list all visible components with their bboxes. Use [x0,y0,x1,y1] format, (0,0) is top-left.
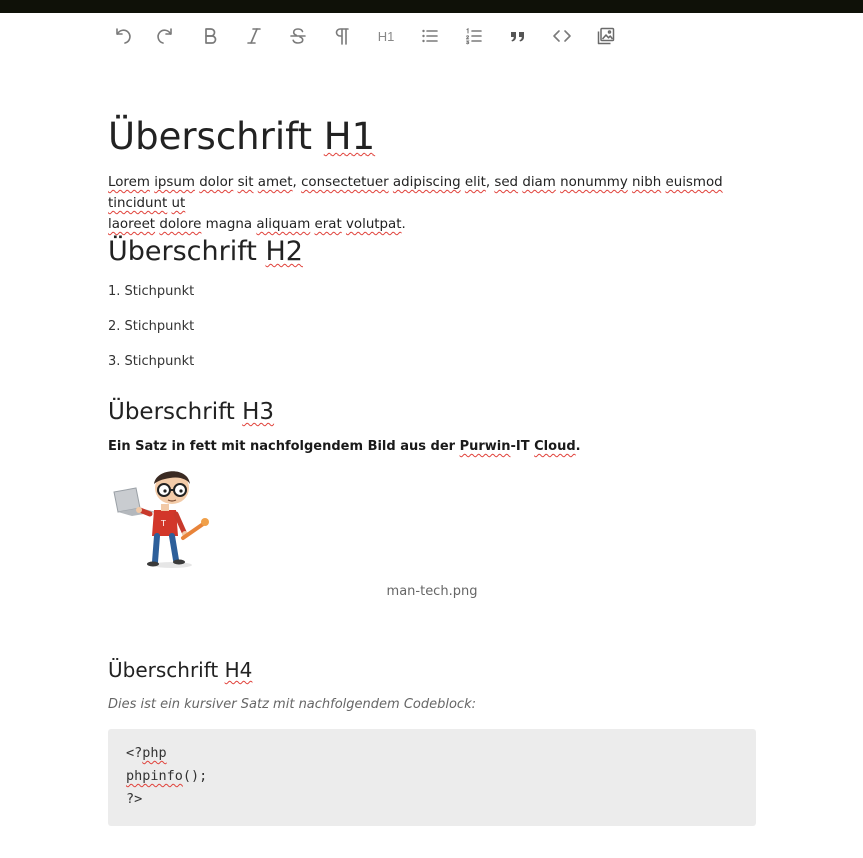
blockquote-button[interactable] [504,22,532,50]
lorem-paragraph [108,172,756,235]
italic-button[interactable] [240,22,268,50]
paragraph-word: adipiscing [392,175,461,190]
bold-button[interactable] [196,22,224,50]
heading-h1 [108,112,375,162]
heading-h3-level: H3 [242,399,275,425]
code-block[interactable] [108,729,756,826]
heading-h2-level: H2 [265,236,303,267]
paragraph-word: , [485,175,495,190]
ordered-list-icon [464,26,484,46]
list-item: 1. Stichpunkt [108,284,195,299]
list-item: 3. Stichpunkt [108,354,195,369]
svg-text:T: T [161,519,166,528]
image-figure[interactable] [108,470,756,600]
heading-h4-text: Überschrift [108,658,225,682]
paragraph-word: ut [171,196,186,211]
paragraph-word: Lorem [108,175,150,190]
paragraph-word: consectetuer [301,175,389,190]
code-token: phpinfo [126,768,183,784]
code-icon [552,26,572,46]
paragraph-word: nibh [632,175,662,190]
bold-sentence-brand-suffix: -IT [510,439,535,454]
redo-icon [156,26,176,46]
paragraph-word: diam [522,175,556,190]
heading-button[interactable] [372,22,400,50]
heading-h4-level: H4 [224,658,253,682]
bullet-list-icon [420,26,440,46]
paragraph-word: laoreet [108,217,156,232]
bold-sentence-brand: Purwin [459,439,511,454]
man-tech-illustration [110,470,210,570]
paragraph-word: volutpat [345,217,402,232]
paragraph-word: tincidunt [108,196,168,211]
bold-sentence [108,438,581,456]
strikethrough-icon [288,26,308,46]
code-button[interactable] [548,22,576,50]
editor-toolbar [108,22,636,50]
heading-h2 [108,234,303,270]
image-button[interactable] [592,22,620,50]
paragraph-word: dolor [199,175,234,190]
bold-sentence-text: Ein Satz in fett mit nachfolgendem Bild aus der [108,439,460,454]
quote-icon [508,26,528,46]
italic-icon [244,26,264,46]
code-token: php [142,745,167,761]
image-icon [596,26,616,46]
paragraph-word: sit [237,175,254,190]
paragraph-word: , [292,175,302,190]
paragraph-line-1 [108,175,723,211]
heading-h3 [108,396,274,428]
paragraph-word: dolore [159,217,202,232]
undo-icon [112,26,132,46]
code-token: (); [182,768,208,784]
bold-sentence-end: . [575,439,581,454]
paragraph-word: amet [257,175,293,190]
paragraph-word: euismod [665,175,723,190]
strikethrough-button[interactable] [284,22,312,50]
window-top-bar [0,0,863,13]
bold-sentence-cloud: Cloud [534,439,576,454]
paragraph-word: erat [314,217,342,232]
pilcrow-icon [332,26,352,46]
code-line [126,765,738,788]
list-item: 2. Stichpunkt [108,319,195,334]
paragraph-word: ipsum [154,175,195,190]
paragraph-button[interactable] [328,22,356,50]
heading-h4 [108,656,252,684]
bold-icon [200,26,220,46]
undo-button[interactable] [108,22,136,50]
heading-h1-level: H1 [323,115,376,158]
heading-h3-text: Überschrift [108,399,243,425]
code-line: ?> [126,791,143,807]
paragraph-word: nonummy [560,175,628,190]
heading-h1-text: Überschrift [108,115,324,158]
code-token: <? [126,745,143,761]
ordered-list-button[interactable] [460,22,488,50]
code-line [126,742,738,765]
image-caption: man-tech.png [386,584,478,599]
paragraph-word: magna [201,217,257,232]
heading-h2-text: Überschrift [108,236,266,267]
paragraph-word: . [401,217,406,232]
paragraph-line-2 [108,217,406,232]
paragraph-word: sed [494,175,519,190]
redo-button[interactable] [152,22,180,50]
paragraph-word: elit [464,175,486,190]
bullet-list-button[interactable] [416,22,444,50]
paragraph-word: aliquam [256,217,311,232]
heading-icon: H1 [377,28,395,44]
italic-sentence: Dies ist ein kursiver Satz mit nachfolgendem Codeblock: [108,697,476,712]
